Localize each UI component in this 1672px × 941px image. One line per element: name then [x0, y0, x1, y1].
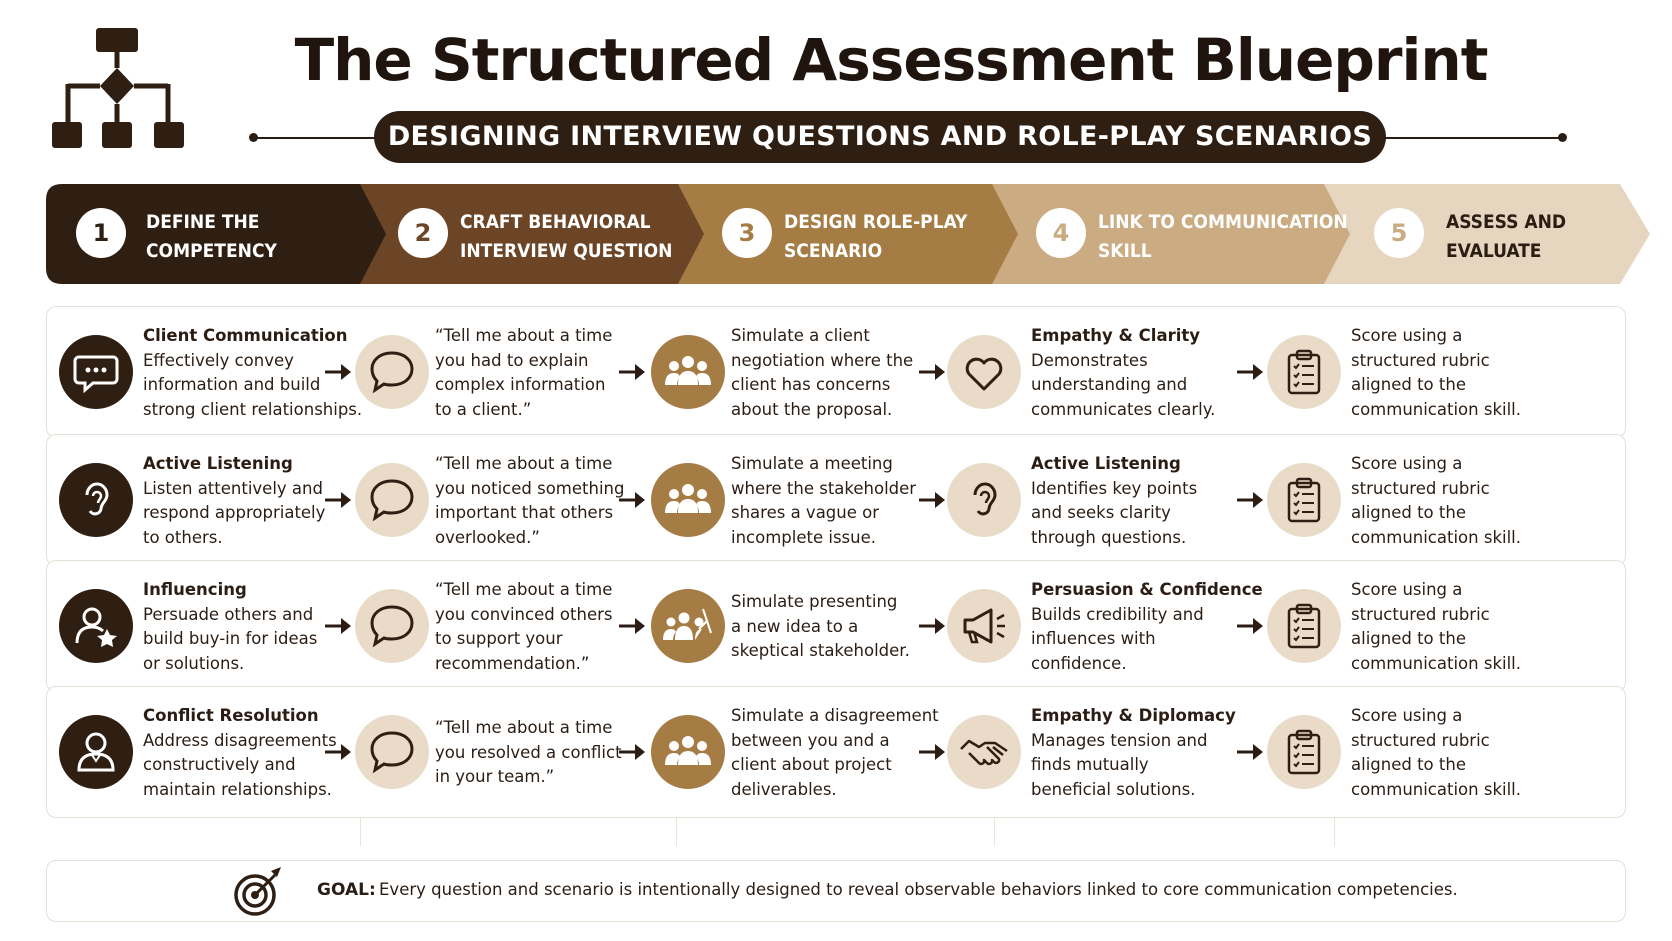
- assessment-row: [46, 560, 1626, 692]
- competency-line: Effectively convey: [143, 350, 294, 370]
- question-line: to support your: [435, 629, 563, 648]
- skill-line: and seeks clarity: [1031, 503, 1171, 522]
- skill-text: [1031, 704, 1236, 802]
- scenario-text: [731, 590, 910, 664]
- skill-text: [1031, 578, 1263, 676]
- speech-bubble-icon: [355, 715, 429, 789]
- step-5-number: 5: [1374, 208, 1424, 258]
- competency-text: [143, 578, 317, 676]
- scenario-text: [731, 704, 939, 802]
- divider-dot-left: [249, 133, 258, 142]
- question-line: “Tell me about a time: [435, 718, 613, 737]
- question-line: in your team.”: [435, 767, 555, 786]
- skill-line: influences with: [1031, 629, 1156, 648]
- goal-label: GOAL:: [317, 880, 376, 900]
- competency-text: [143, 704, 337, 802]
- step-2-label: CRAFT BEHAVIORAL INTERVIEW QUESTION: [460, 211, 673, 262]
- skill-title: Empathy & Diplomacy: [1031, 706, 1236, 725]
- assess-line: structured rubric: [1351, 350, 1490, 370]
- question-line: to a client.”: [435, 399, 532, 419]
- skill-title: Empathy & Clarity: [1031, 326, 1201, 345]
- competency-line: maintain relationships.: [143, 779, 332, 799]
- assess-line: aligned to the: [1351, 755, 1466, 774]
- question-line: overlooked.”: [435, 527, 540, 547]
- question-line: you had to explain: [435, 350, 589, 370]
- step-5-label: ASSESS AND EVALUATE: [1446, 211, 1567, 262]
- assess-line: communication skill.: [1351, 653, 1521, 673]
- clipboard-icon: [1267, 463, 1341, 537]
- assess-line: structured rubric: [1351, 478, 1490, 498]
- competency-text: [143, 452, 325, 550]
- competency-title: Active Listening: [143, 454, 293, 473]
- step-4-number: 4: [1036, 208, 1086, 258]
- assess-line: Score using a: [1351, 454, 1463, 473]
- competency-line: constructively and: [143, 755, 296, 774]
- skill-line: confidence.: [1031, 653, 1127, 673]
- chat-bubble-icon: [59, 335, 133, 409]
- person-star-icon: [59, 589, 133, 663]
- question-line: you noticed something: [435, 478, 625, 498]
- arrow-right-icon: [323, 489, 353, 511]
- page-subtitle: DESIGNING INTERVIEW QUESTIONS AND ROLE-PLAY SCENARIOS: [374, 111, 1386, 163]
- assess-line: Score using a: [1351, 706, 1463, 725]
- group-icon: [651, 463, 725, 537]
- skill-title: Persuasion & Confidence: [1031, 580, 1263, 599]
- arrow-right-icon: [917, 741, 947, 763]
- question-text: [435, 452, 624, 550]
- group-icon: [651, 715, 725, 789]
- step-1-label: DEFINE THE COMPETENCY: [146, 211, 277, 262]
- assessment-row: [46, 686, 1626, 818]
- assess-line: communication skill.: [1351, 399, 1521, 419]
- scenario-line: Simulate a disagreement: [731, 706, 939, 725]
- scenario-line: skeptical stakeholder.: [731, 641, 910, 660]
- competency-line: Listen attentively and: [143, 478, 323, 498]
- clipboard-icon: [1267, 589, 1341, 663]
- scenario-line: a new idea to a: [731, 616, 859, 636]
- competency-line: or solutions.: [143, 653, 245, 673]
- arrow-right-icon: [617, 361, 647, 383]
- skill-text: [1031, 324, 1215, 422]
- assess-line: aligned to the: [1351, 375, 1466, 394]
- scenario-line: shares a vague or: [731, 503, 880, 522]
- competency-title: Influencing: [143, 580, 247, 599]
- competency-title: Conflict Resolution: [143, 706, 319, 725]
- step-1-number: 1: [76, 208, 126, 258]
- step-3-label: DESIGN ROLE-PLAY SCENARIO: [784, 211, 968, 262]
- clipboard-icon: [1267, 715, 1341, 789]
- step-4-label: LINK TO COMMUNICATION SKILL: [1098, 211, 1348, 262]
- competency-line: Address disagreements: [143, 730, 337, 750]
- assess-line: communication skill.: [1351, 527, 1521, 547]
- arrow-right-icon: [323, 361, 353, 383]
- scenario-line: between you and a: [731, 730, 890, 750]
- question-text: [435, 578, 613, 676]
- arrow-right-icon: [1235, 361, 1265, 383]
- skill-line: Demonstrates: [1031, 350, 1148, 370]
- skill-line: finds mutually: [1031, 755, 1149, 774]
- scenario-line: Simulate presenting: [731, 592, 898, 611]
- scenario-line: incomplete issue.: [731, 527, 876, 547]
- scenario-line: deliverables.: [731, 779, 837, 799]
- arrow-right-icon: [1235, 741, 1265, 763]
- assess-line: Score using a: [1351, 326, 1463, 345]
- heart-icon: [947, 335, 1021, 409]
- skill-line: communicates clearly.: [1031, 399, 1216, 419]
- question-line: “Tell me about a time: [435, 580, 613, 599]
- ear-icon: [947, 463, 1021, 537]
- scenario-line: client about project: [731, 755, 892, 774]
- speech-bubble-icon: [355, 589, 429, 663]
- arrow-right-icon: [1235, 489, 1265, 511]
- arrow-right-icon: [323, 741, 353, 763]
- assess-line: aligned to the: [1351, 629, 1466, 648]
- assess-text: [1351, 452, 1521, 550]
- assess-line: aligned to the: [1351, 503, 1466, 522]
- scenario-text: [731, 452, 916, 550]
- assess-line: structured rubric: [1351, 730, 1490, 750]
- scenario-line: negotiation where the: [731, 350, 914, 370]
- skill-line: understanding and: [1031, 375, 1188, 394]
- competency-title: Client Communication: [143, 326, 348, 345]
- skill-line: Builds credibility and: [1031, 604, 1204, 624]
- arrow-right-icon: [1235, 615, 1265, 637]
- arrow-right-icon: [323, 615, 353, 637]
- skill-line: through questions.: [1031, 527, 1187, 547]
- arrow-right-icon: [917, 489, 947, 511]
- subtitle-divider-left: [252, 137, 382, 139]
- person-icon: [59, 715, 133, 789]
- skill-line: beneficial solutions.: [1031, 779, 1196, 799]
- competency-line: information and build: [143, 375, 321, 394]
- competency-line: respond appropriately: [143, 503, 326, 522]
- assess-line: structured rubric: [1351, 604, 1490, 624]
- assessment-row: [46, 306, 1626, 438]
- scenario-line: about the proposal.: [731, 399, 893, 419]
- skill-line: Identifies key points: [1031, 478, 1198, 498]
- process-steps: [46, 184, 1650, 284]
- target-icon: [229, 863, 285, 919]
- competency-line: build buy-in for ideas: [143, 629, 318, 648]
- assess-line: Score using a: [1351, 580, 1463, 599]
- question-line: complex information: [435, 375, 606, 394]
- arrow-right-icon: [617, 489, 647, 511]
- ear-icon: [59, 463, 133, 537]
- group-icon: [651, 335, 725, 409]
- arrow-right-icon: [617, 615, 647, 637]
- question-text: [435, 324, 612, 422]
- question-line: recommendation.”: [435, 653, 590, 673]
- skill-title: Active Listening: [1031, 454, 1181, 473]
- skill-text: [1031, 452, 1197, 550]
- question-line: “Tell me about a time: [435, 454, 613, 473]
- scenario-line: Simulate a meeting: [731, 454, 893, 473]
- competency-line: to others.: [143, 527, 223, 547]
- assess-text: [1351, 324, 1521, 422]
- question-line: “Tell me about a time: [435, 326, 613, 345]
- scenario-text: [731, 324, 913, 422]
- speech-bubble-icon: [355, 463, 429, 537]
- speech-bubble-icon: [355, 335, 429, 409]
- presenting-group-icon: [651, 589, 725, 663]
- megaphone-icon: [947, 589, 1021, 663]
- skill-line: Manages tension and: [1031, 730, 1208, 750]
- clipboard-icon: [1267, 335, 1341, 409]
- question-line: you resolved a conflict: [435, 742, 622, 762]
- goal-banner: [46, 860, 1626, 922]
- arrow-right-icon: [917, 615, 947, 637]
- scenario-line: client has concerns: [731, 375, 891, 394]
- scenario-line: Simulate a client: [731, 326, 870, 345]
- divider-dot-right: [1558, 133, 1567, 142]
- step-2-number: 2: [398, 208, 448, 258]
- question-line: you convinced others: [435, 604, 613, 624]
- scenario-line: where the stakeholder: [731, 478, 917, 498]
- assess-line: communication skill.: [1351, 779, 1521, 799]
- handshake-icon: [947, 715, 1021, 789]
- competency-line: strong client relationships.: [143, 399, 363, 419]
- question-text: [435, 716, 622, 790]
- arrow-right-icon: [917, 361, 947, 383]
- assessment-row: [46, 434, 1626, 566]
- goal-text: Every question and scenario is intentionally designed to reveal observable behaviors linked to core communication competencies.: [379, 880, 1458, 899]
- arrow-right-icon: [617, 741, 647, 763]
- question-line: important that others: [435, 503, 614, 522]
- competency-line: Persuade others and: [143, 604, 314, 624]
- page-title: The Structured Assessment Blueprint: [294, 26, 1488, 94]
- step-3-number: 3: [722, 208, 772, 258]
- subtitle-divider-right: [1380, 137, 1562, 139]
- assess-text: [1351, 704, 1521, 802]
- assess-text: [1351, 578, 1521, 676]
